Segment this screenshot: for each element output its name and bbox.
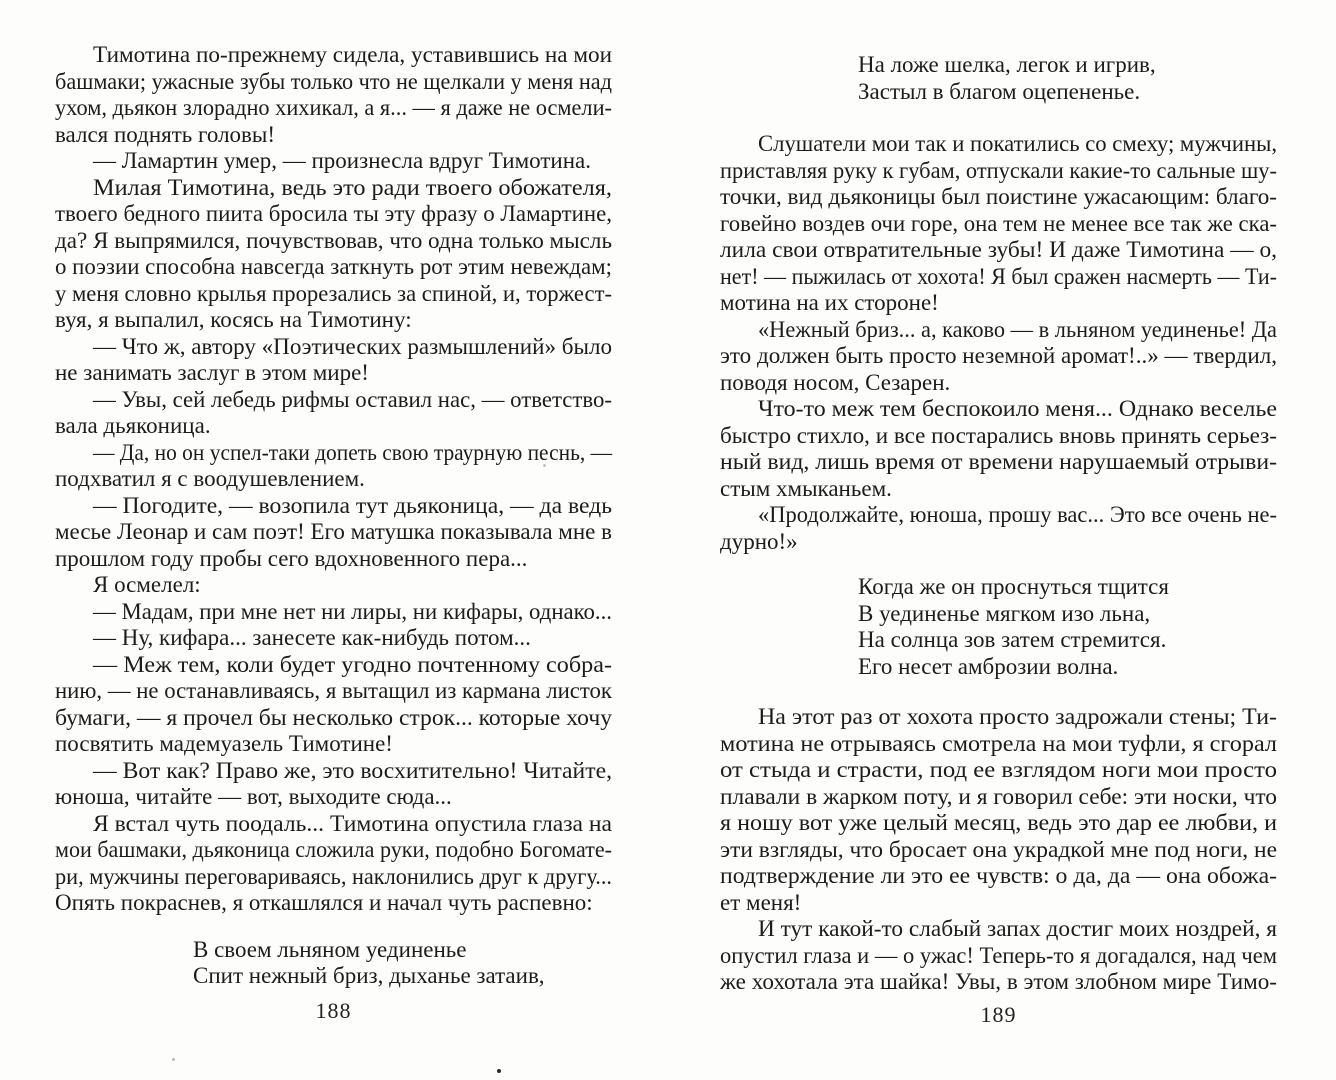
text-line	[720, 290, 1277, 317]
text-line	[720, 449, 1277, 476]
text-line	[720, 837, 1277, 864]
page-number: 189	[980, 1002, 1017, 1027]
line-text: ный вид, лишь время от времени нарушаемый отрыви-	[720, 449, 1277, 474]
line-text: Милая Тимотина, ведь это ради твоего обожателя,	[93, 174, 612, 200]
text-line	[720, 370, 1277, 397]
line-text: Застыл в благом оцепененье.	[858, 78, 1141, 104]
line-text: башмаки; ужасные зубы только что не щелкали у меня над	[55, 68, 612, 94]
line-text: — Увы, сей лебедь рифмы оставил нас, — ответство-	[93, 386, 612, 412]
line-text: — Мадам, при мне нет ни лиры, ни кифары, однако...	[93, 598, 612, 624]
line-text: у меня словно крылья прорезались за спиной, и, торжест-	[55, 280, 612, 306]
line-text: ухом, дьякон злорадно хихикал, а я... — я даже не осмели-	[55, 95, 612, 120]
line-text: В своем льняном уединенье	[193, 936, 467, 962]
line-text: Я осмелел:	[93, 572, 201, 597]
line-text: стым хмыканьем.	[720, 475, 892, 501]
line-text: эти взгляды, что бросает она украдкой мне под ноги, не	[720, 836, 1277, 862]
line-text: да? Я выпрямился, почувствовав, что одна только мысль	[55, 227, 612, 253]
line-text: приставляя руку к губам, отпускали какие-то сальные шу-	[720, 157, 1277, 183]
line-text: быстро стихло, и все постарались вновь принять серьез-	[720, 422, 1277, 448]
line-text: не занимать заслуг в этом мире!	[55, 360, 369, 385]
line-text: — Вот как? Право же, это восхитительно! Читайте,	[93, 757, 612, 783]
line-text: ри, мужчины переговариваясь, наклонились друг к другу...	[55, 863, 612, 889]
line-text: — Меж тем, коли будет угодно почтенному собра-	[93, 651, 612, 677]
line-text: — Что ж, автору «Поэтических размышлений» было	[93, 333, 612, 359]
verse-line	[720, 627, 1277, 654]
line-text: месье Леонар и сам поэт! Его матушка показывала мне в	[55, 519, 612, 544]
text-line	[720, 943, 1277, 970]
line-text: — Ну, кифара... занесете как-нибудь потом...	[93, 625, 531, 650]
line-text: прошлом году пробы сего вдохновенного пера...	[55, 545, 528, 571]
line-text: Опять покраснев, я откашлялся и начал чуть распевно:	[55, 890, 593, 915]
line-text: подтверждение ли это ее чувств: о да, да — она обожа-	[720, 863, 1277, 888]
verse-line	[720, 52, 1277, 79]
line-text: Его несет амброзии волна.	[858, 653, 1119, 679]
scan-speck	[543, 464, 546, 467]
line-text: плавали в жарком поту, и я говорил себе: эти носки, что	[720, 783, 1277, 809]
line-text: же хохотала эта шайка! Увы, в этом злобном мире Тимо-	[720, 969, 1277, 994]
text-line	[720, 890, 1277, 917]
line-text: — Погодите, — возопила тут дьяконица, — да ведь	[93, 492, 612, 518]
line-text: нет! — пыжилась от хохота! Я был сражен насмерть — Ти-	[720, 263, 1277, 289]
verse-block	[720, 574, 1277, 680]
text-line	[720, 810, 1277, 837]
text-line	[720, 784, 1277, 811]
line-text: вала дьяконица.	[55, 413, 211, 438]
text-line	[720, 863, 1277, 890]
line-text: опустил глаза и — о ужас! Теперь-то я догадался, над чем	[720, 942, 1277, 968]
line-text: твоего бедного пиита бросила ты эту фразу о Ламартине,	[55, 201, 612, 226]
scan-speck	[172, 1058, 175, 1061]
line-text: На солнца зов затем стремится.	[858, 627, 1167, 652]
text-line	[720, 131, 1277, 158]
verse-block	[720, 52, 1277, 105]
line-text: вался поднять головы!	[55, 121, 276, 147]
text-line	[720, 476, 1277, 503]
text-line	[720, 158, 1277, 185]
line-text: На ложе шелка, легок и игрив,	[858, 52, 1156, 77]
line-text: подхватил я с воодушевлением.	[55, 466, 365, 491]
line-text: я ношу вот уже целый месяц, ведь это дар ее любви, и	[720, 810, 1277, 835]
line-text: На этот раз от хохота просто задрожали стены; Ти-	[758, 704, 1277, 729]
text-line	[720, 396, 1277, 423]
text-line	[720, 529, 1277, 556]
scan-speck	[497, 1069, 501, 1073]
line-text: поводя носом, Сезарен.	[720, 369, 951, 395]
line-text: вуя, я выпалил, косясь на Тимотину:	[55, 307, 412, 332]
line-text: Что-то меж тем беспокоило меня... Однако веселье	[758, 396, 1277, 421]
verse-line	[720, 601, 1277, 628]
paragraph-block	[720, 131, 1277, 555]
line-text: посвятить мадемуазель Тимотине!	[55, 731, 393, 756]
line-text: от стыда и страсти, под ее взглядом ноги мои просто	[720, 757, 1277, 782]
text-line	[720, 211, 1277, 238]
line-text: лила свои отвратительные зубы! И даже Тимотина — о,	[720, 237, 1277, 262]
page-number: 188	[315, 998, 352, 1023]
line-text: «Продолжайте, юноша, прошу вас... Это все очень не-	[758, 502, 1277, 527]
line-text: В уединенье мягком изо льна,	[858, 600, 1151, 626]
line-text: ет меня!	[720, 889, 802, 915]
text-column	[720, 52, 1277, 996]
line-text: это должен быть просто неземной аромат!..» — твердил,	[720, 343, 1277, 368]
text-line	[720, 237, 1277, 264]
text-line	[720, 317, 1277, 344]
line-text: — Ламартин умер, — произнесла вдруг Тимотина.	[93, 148, 591, 173]
line-text: дурно!»	[720, 528, 798, 554]
text-line	[720, 731, 1277, 758]
line-text: бумаги, — я прочел бы несколько строк... которые хочу	[55, 704, 612, 730]
text-line	[720, 184, 1277, 211]
line-text: мои башмаки, дьяконица сложила руки, подобно Богомате-	[55, 837, 612, 862]
line-text: говейно воздев очи горе, она тем не менее все так же ска-	[720, 210, 1277, 236]
verse-line	[720, 654, 1277, 681]
paragraph-block	[720, 704, 1277, 996]
line-text: точки, вид дьяконицы был поистине ужасающим: благо-	[720, 184, 1277, 209]
text-line	[720, 757, 1277, 784]
line-text: Спит нежный бриз, дыханье затаив,	[193, 963, 545, 988]
verse-line	[720, 574, 1277, 601]
line-text: — Да, но он успел-таки допеть свою траурную песнь, —	[93, 439, 612, 465]
line-text: Я встал чуть поодаль... Тимотина опустила глаза на	[93, 810, 612, 836]
line-text: о поэзии способна навсегда заткнуть рот этим невеждам;	[55, 254, 612, 279]
line-text: «Нежный бриз... а, каково — в льняном уединенье! Да	[758, 316, 1277, 342]
verse-line	[720, 79, 1277, 106]
text-line	[720, 969, 1277, 996]
line-text: мотина на их стороне!	[720, 290, 939, 315]
text-line	[720, 264, 1277, 291]
line-text: И тут какой-то слабый запах достиг моих ноздрей, я	[758, 916, 1277, 941]
text-line	[720, 423, 1277, 450]
line-text: юноша, читайте — вот, выходите сюда...	[55, 784, 452, 809]
text-line	[720, 343, 1277, 370]
line-text: Тимотина по-прежнему сидела, уставившись на мои	[93, 42, 612, 67]
text-line	[720, 502, 1277, 529]
text-line	[720, 916, 1277, 943]
text-line	[720, 704, 1277, 731]
line-text: Слушатели мои так и покатились со смеху; мужчины,	[758, 131, 1277, 156]
line-text: мотина не отрываясь смотрела на мои туфли, я сгорал	[720, 730, 1277, 756]
line-text: нию, — не останавливаясь, я вытащил из кармана листок	[55, 678, 612, 703]
line-text: Когда же он проснуться тщится	[858, 574, 1169, 599]
